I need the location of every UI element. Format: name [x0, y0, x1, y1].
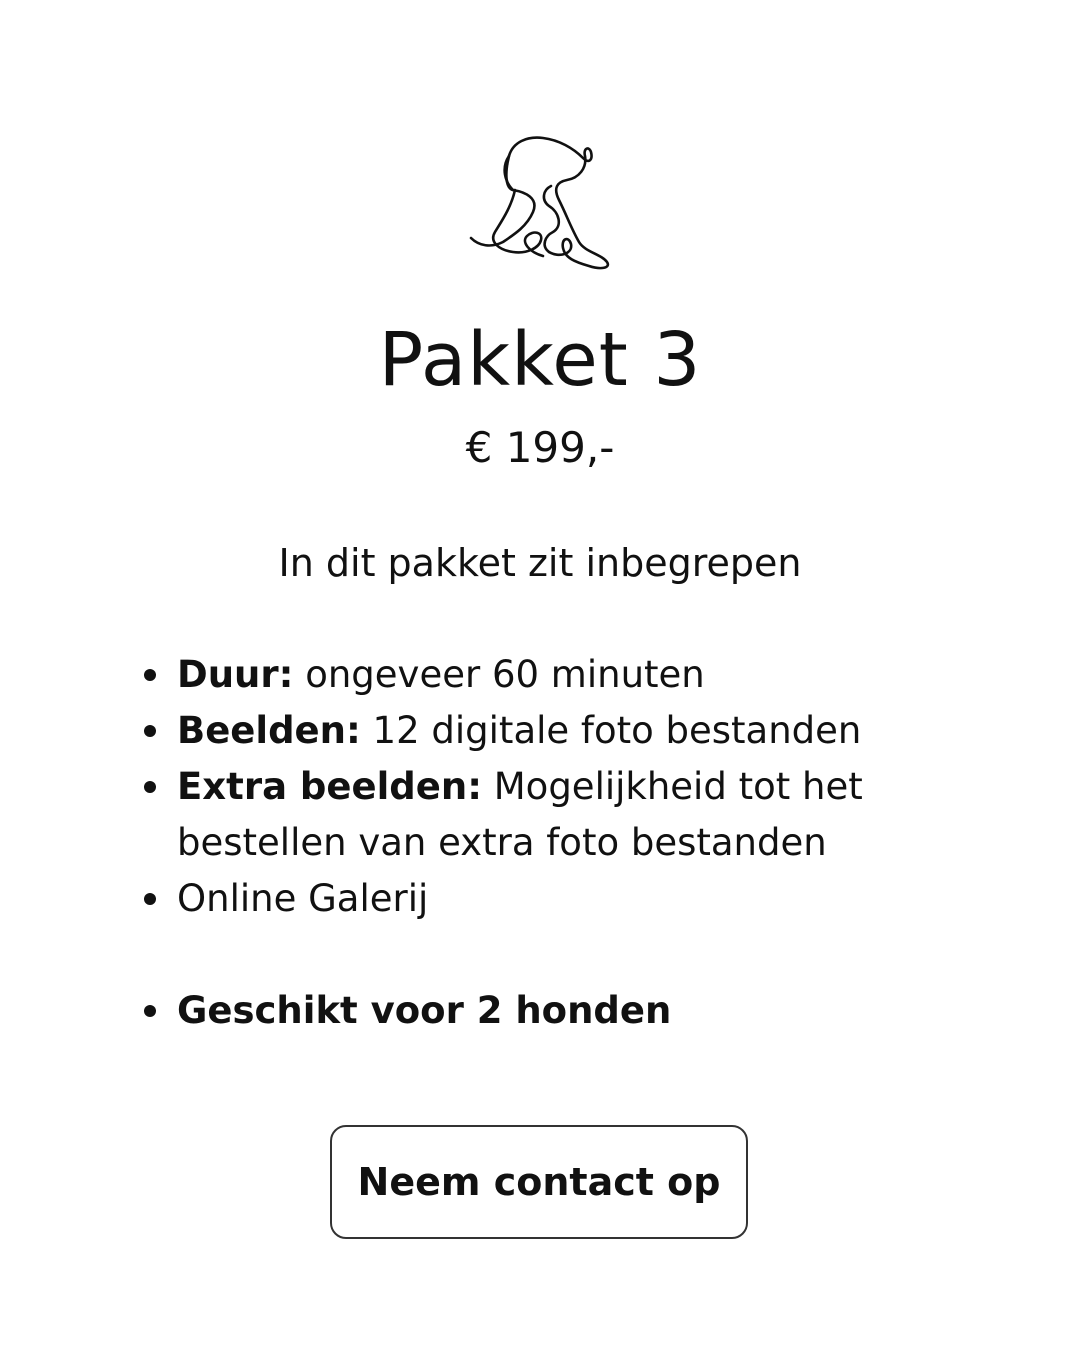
dog-line-drawing-icon [455, 128, 625, 273]
feature-label: Extra beelden: [177, 765, 482, 808]
feature-item-extra-images [177, 759, 897, 871]
feature-label: Geschikt voor 2 honden [177, 989, 672, 1032]
feature-list [177, 647, 897, 1039]
feature-text: 12 digitale foto bestanden [360, 709, 862, 752]
feature-label: Duur: [177, 653, 294, 696]
feature-text: ongeveer 60 minuten [293, 653, 705, 696]
package-title: Pakket 3 [378, 317, 702, 403]
feature-text: Mogelijkheid tot het bestellen van extra foto bestanden [177, 765, 863, 864]
feature-text: Online Galerij [177, 877, 429, 920]
package-price: € 199,- [465, 423, 615, 472]
included-intro: In dit pakket zit inbegrepen [278, 541, 802, 585]
feature-item-online-gallery [177, 871, 897, 927]
feature-label: Beelden: [177, 709, 361, 752]
feature-item-dogs [177, 983, 897, 1039]
feature-item-images [177, 703, 897, 759]
feature-item-duration [177, 647, 897, 703]
contact-button[interactable]: Neem contact op [330, 1125, 748, 1239]
